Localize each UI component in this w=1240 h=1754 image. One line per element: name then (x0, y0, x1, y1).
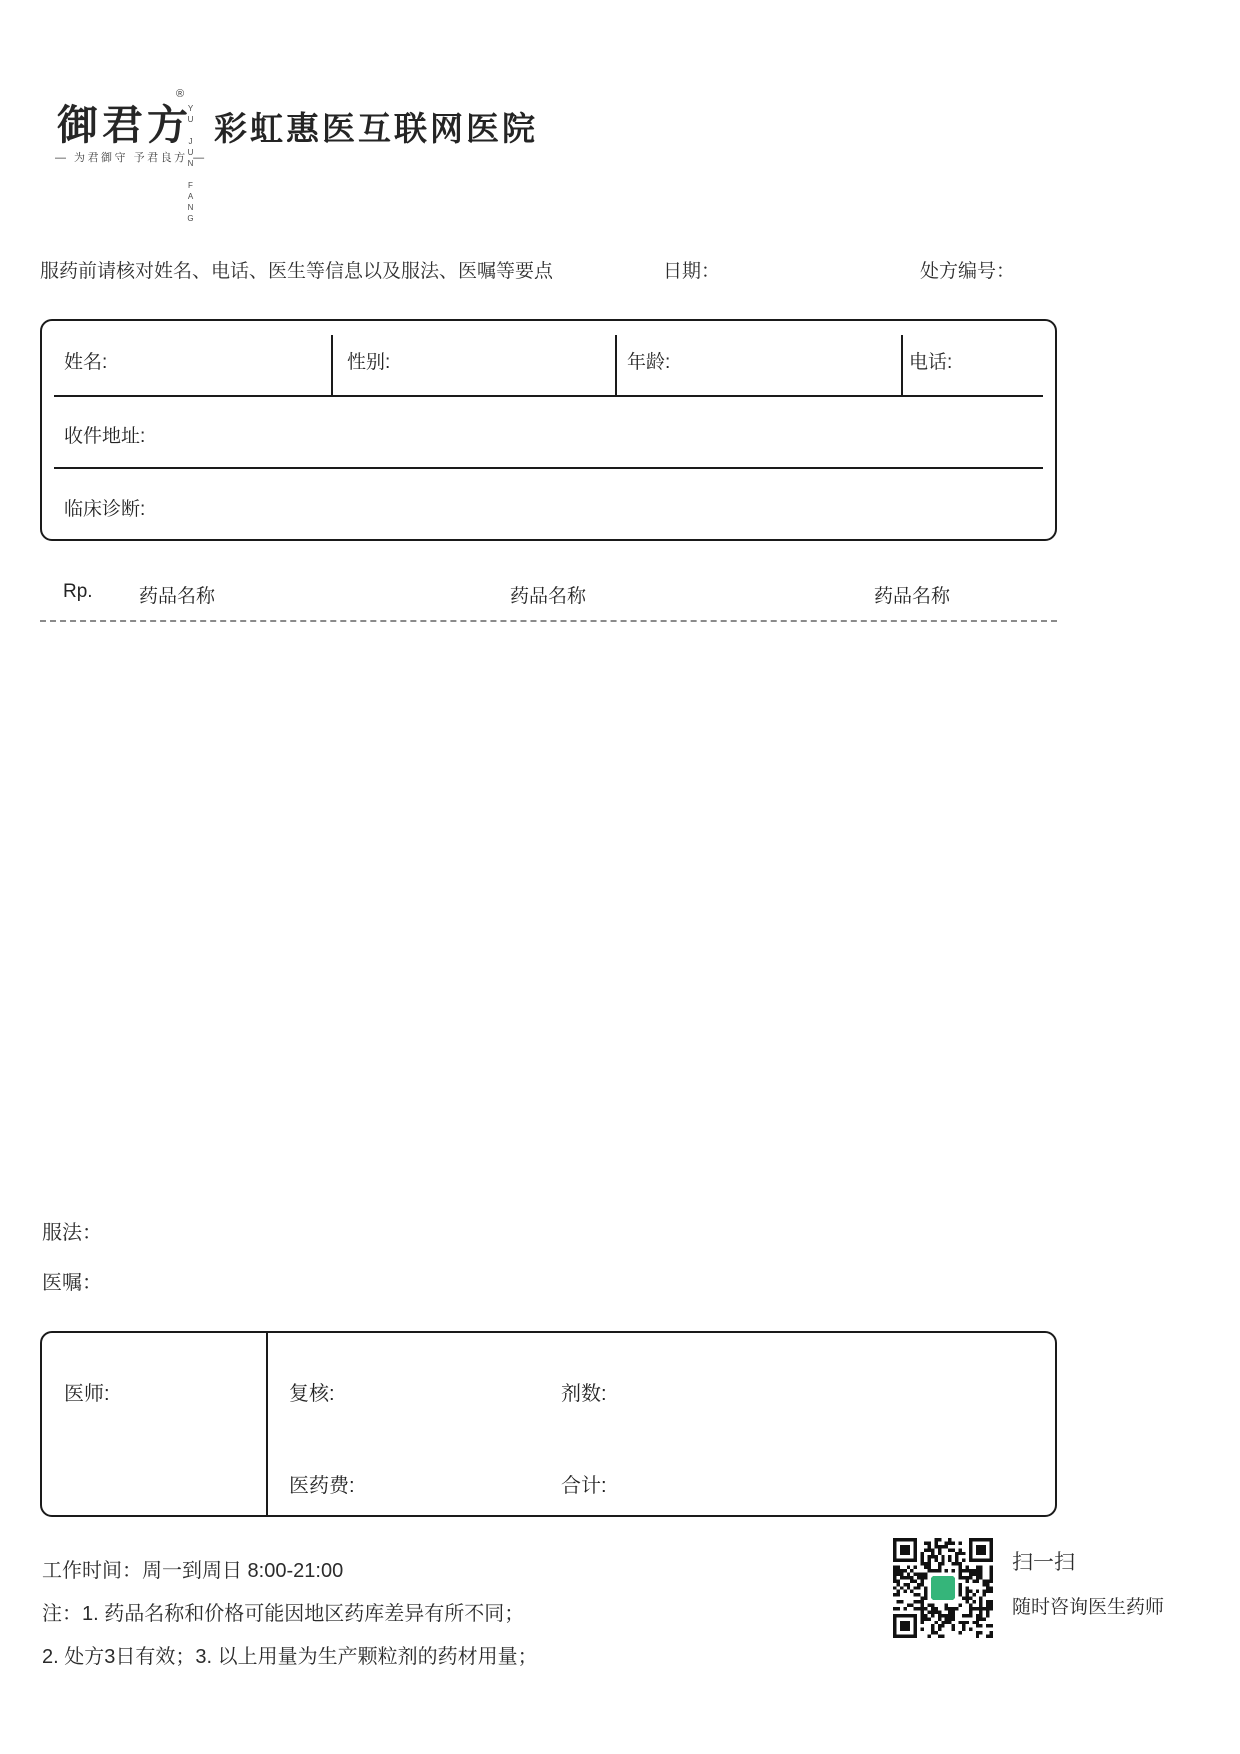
shipping-address-label: 收件地址: (64, 426, 146, 447)
doses-label: 剂数: (561, 1383, 607, 1405)
drug-name-column-header: 药品名称 (139, 586, 216, 607)
clinical-diagnosis-label: 临床诊断: (64, 499, 146, 520)
note-line-1: 注：1. 药品名称和价格可能因地区药库差异有所不同； (42, 1603, 525, 1625)
total-label: 合计: (561, 1475, 607, 1497)
patient-age-label: 年龄: (627, 352, 671, 373)
scan-qr-title: 扫一扫 (1012, 1551, 1075, 1574)
hospital-title: 彩虹惠医互联网医院 (214, 110, 538, 147)
note-line-2: 2. 处方3日有效；3. 以上用量为生产颗粒剂的药材用量； (42, 1646, 538, 1668)
medicine-fee-label: 医药费: (289, 1475, 355, 1497)
patient-info-box (40, 319, 1057, 541)
drug-name-column-header: 药品名称 (510, 586, 587, 607)
column-divider (331, 335, 333, 395)
column-divider (266, 1333, 268, 1515)
work-hours: 工作时间：周一到周日 8:00-21:00 (42, 1560, 344, 1582)
row-divider (54, 467, 1043, 469)
column-divider (901, 335, 903, 395)
brand-tagline: — 为君御守 予君良方 — (55, 152, 207, 164)
prescription-number-label: 处方编号： (920, 261, 1016, 282)
doctor-advice-label: 医嘱： (42, 1272, 102, 1294)
dashed-separator (40, 620, 1057, 622)
row-divider (54, 395, 1043, 397)
directions-label: 服法： (42, 1222, 102, 1244)
scan-qr-subtitle: 随时咨询医生药师 (1012, 1597, 1165, 1618)
doctor-label: 医师: (64, 1383, 110, 1405)
drug-name-column-header: 药品名称 (874, 586, 951, 607)
patient-name-label: 姓名: (64, 352, 108, 373)
patient-phone-label: 电话: (909, 352, 953, 373)
review-label: 复核: (289, 1383, 335, 1405)
signature-fee-box (40, 1331, 1057, 1517)
registered-trademark-icon: ® (176, 88, 185, 100)
rp-label: Rp. (63, 581, 93, 602)
brand-logo: 御君方 (57, 101, 192, 149)
patient-gender-label: 性别: (347, 352, 391, 373)
medication-check-reminder: 服药前请核对姓名、电话、医生等信息以及服法、医嘱等要点 (40, 261, 554, 282)
brand-romanized: YU JUN FANG (186, 104, 195, 225)
qr-code (893, 1538, 993, 1638)
date-label: 日期： (663, 261, 721, 282)
column-divider (615, 335, 617, 395)
